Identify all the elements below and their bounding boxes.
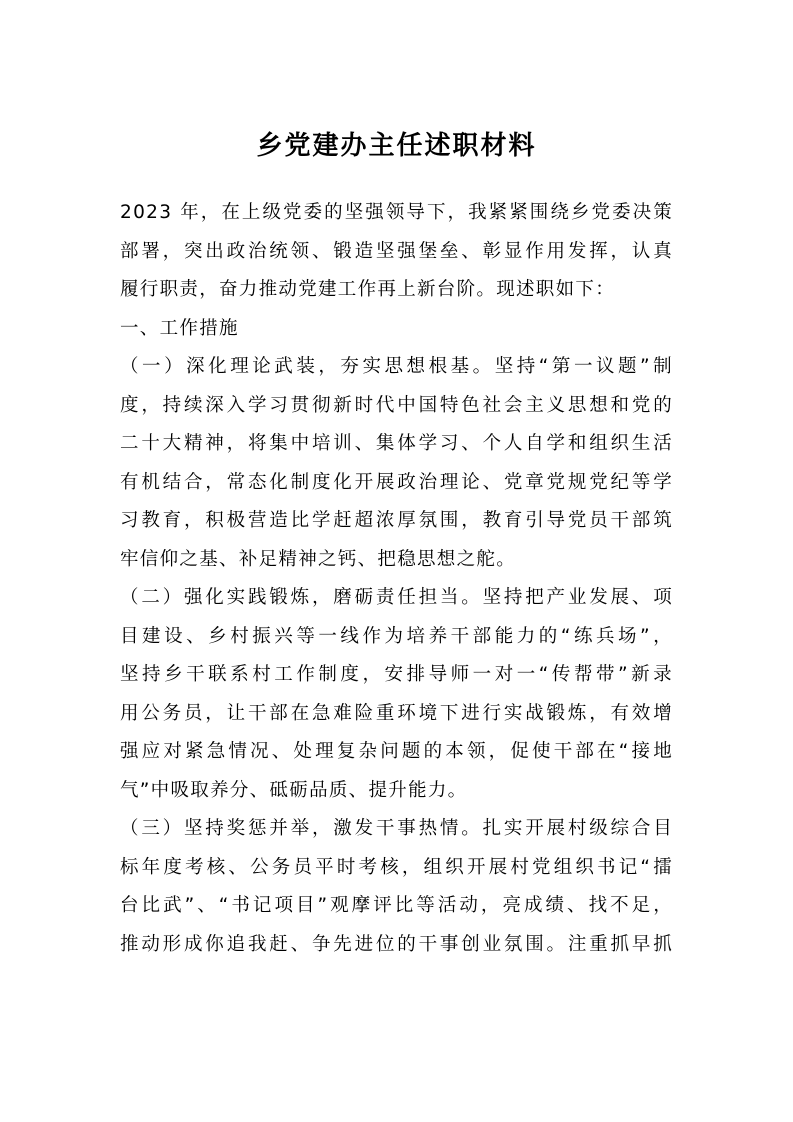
body-text-line: 2023 年，在上级党委的坚强领导下，我紧紧围绕乡党委决策 [120,202,673,223]
document-title: 乡党建办主任述职材料 [256,131,537,161]
body-text-line: （二）强化实践锻炼，磨砺责任担当。坚持把产业发展、项 [120,587,673,608]
body-text-line: （三）坚持奖惩并举，激发干事热情。扎实开展村级综合目 [120,818,673,839]
body-text-line: 习教育，积极营造比学赶超浓厚氛围，教育引导党员干部筑 [120,510,673,531]
body-text-line: 有机结合，常态化制度化开展政治理论、党章党规党纪等学 [120,471,673,493]
body-text-line: 履行职责，奋力推动党建工作再上新台阶。现述职如下： [120,279,616,300]
document-body [120,194,673,964]
body-text-line: 目建设、乡村振兴等一线作为培养干部能力的“练兵场”， [120,625,673,647]
body-text-line: 牢信仰之基、补足精神之钙、把稳思想之舵。 [120,548,517,570]
body-text-line: 标年度考核、公务员平时考核，组织开展村党组织书记“擂 [120,856,673,878]
body-text-line: 强应对紧急情况、处理复杂问题的本领，促使干部在“接地 [120,741,673,762]
body-text-line: 推动形成你追我赶、争先进位的干事创业氛围。注重抓早抓 [120,933,673,955]
body-text-line: 一、工作措施 [120,317,239,339]
body-text-line: 气”中吸取养分、砥砺品质、提升能力。 [120,779,468,801]
body-text-line: （一）深化理论武装，夯实思想根基。坚持“第一议题”制 [120,356,673,377]
body-text-line: 用公务员，让干部在急难险重环境下进行实战锻炼，有效增 [120,702,673,724]
body-text-line: 度，持续深入学习贯彻新时代中国特色社会主义思想和党的 [120,394,673,416]
body-text-line: 台比武”、“书记项目”观摩评比等活动，亮成绩、找不足， [120,895,673,916]
body-text-line: 部署，突出政治统领、锻造坚强堡垒、彰显作用发挥，认真 [120,240,673,262]
body-text-line: 二十大精神，将集中培训、集体学习、个人自学和组织生活 [120,433,673,454]
body-text-line: 坚持乡干联系村工作制度，安排导师一对一“传帮带”新录 [120,664,673,685]
